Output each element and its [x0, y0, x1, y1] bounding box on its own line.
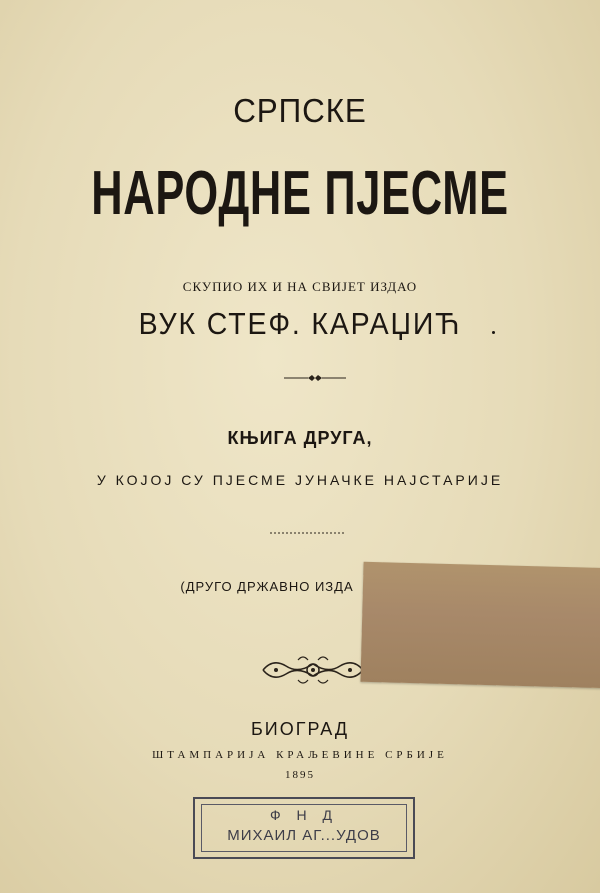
author-name: ВУК СТЕФ. КАРАЏИЋ	[138, 306, 462, 341]
volume-heading: КЊИГА ДРУГА,	[227, 428, 373, 448]
title-line-2: НАРОДНЕ ПЈЕСМЕ	[91, 159, 509, 228]
collected-by-text: СКУПИО ИХ И НА СВИЈЕТ ИЗДАО	[182, 279, 418, 294]
volume-subtitle: У КОЈОЈ СУ ПЈЕСМЕ ЈУНАЧКЕ НАЈСТАРИЈЕ	[96, 472, 504, 488]
stamp-line-1: Ф Н Д	[269, 807, 338, 823]
imprint-printer: ШТАМПАРИЈА КРАЉЕВИНЕ СРБИЈЕ	[152, 749, 448, 761]
small-ornament-divider	[282, 372, 348, 384]
library-stamp	[193, 797, 415, 859]
floral-ornament	[258, 650, 368, 690]
stamp-line-2: МИХАИЛ АГ...УДОВ	[227, 827, 381, 844]
title-line-1: СРПСКЕ	[233, 92, 367, 129]
edition-label: (ДРУГО ДРЖАВНО ИЗДА	[180, 579, 354, 594]
dotted-divider	[268, 529, 348, 537]
imprint-city: БИОГРАД	[250, 719, 350, 739]
imprint-year: 1895	[285, 769, 315, 781]
paper-tape	[360, 562, 600, 689]
stray-dot	[492, 331, 495, 334]
